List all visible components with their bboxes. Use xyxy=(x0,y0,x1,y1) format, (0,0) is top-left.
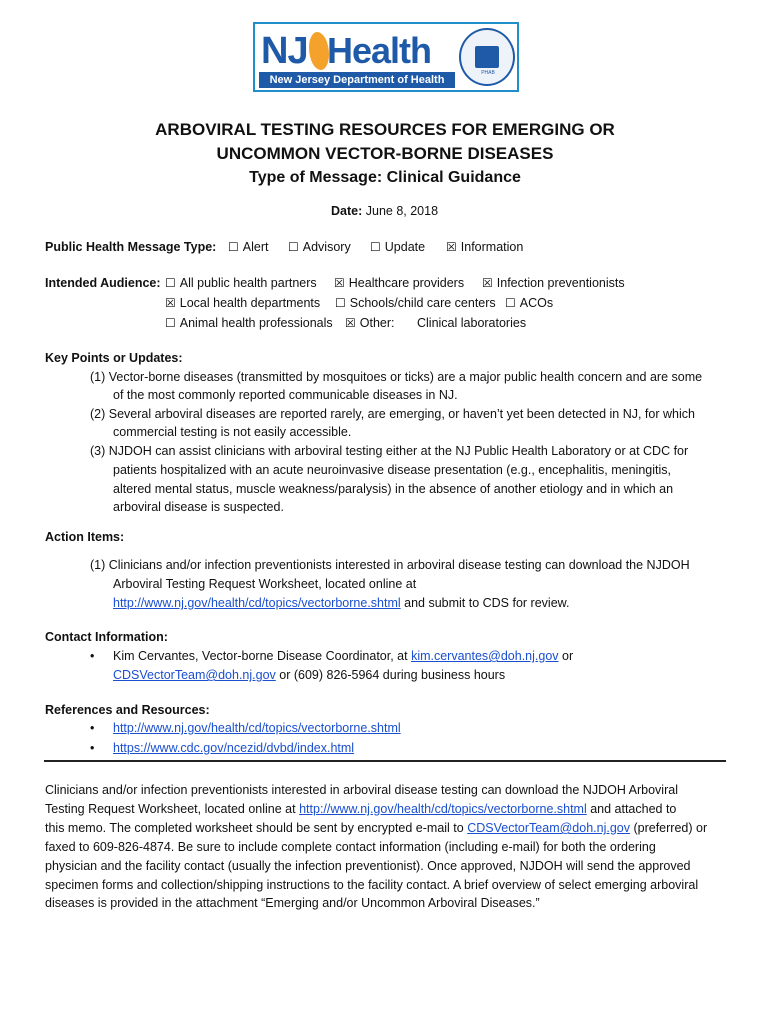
audience-option xyxy=(165,276,317,290)
option-label: Other: xyxy=(359,316,395,330)
contact-or: or xyxy=(558,649,574,663)
nj-state-shape-icon xyxy=(309,32,329,70)
action-items-heading: Action Items: xyxy=(45,530,125,544)
date-value: June 8, 2018 xyxy=(365,204,439,218)
email-link-cdsvectorteam[interactable]: CDSVectorTeam@doh.nj.gov xyxy=(113,668,276,682)
accreditation-seal-icon xyxy=(459,28,515,86)
audience-option xyxy=(165,316,333,330)
option-label: Advisory xyxy=(302,240,351,254)
key-point-line: altered mental status, muscle weakness/paralysis) in the absence of another etiology and in which an xyxy=(113,482,674,496)
contact-line xyxy=(113,649,573,663)
document-subtitle: Type of Message: Clinical Guidance xyxy=(249,169,521,186)
key-point-line: (3) NJDOH can assist clinicians with arboviral testing either at the NJ Public Health Laboratory or at CDC for xyxy=(90,444,689,458)
body-line: faxed to 609-826-4874. Be sure to include complete contact information (including e-mail) for both the ordering xyxy=(45,840,656,854)
document-title-line2: UNCOMMON VECTOR-BORNE DISEASES xyxy=(216,144,554,163)
option-label: Healthcare providers xyxy=(348,276,465,290)
checkbox-icon[interactable]: ☐ xyxy=(228,240,239,254)
checked-checkbox-icon[interactable]: ☒ xyxy=(165,296,176,310)
checked-checkbox-icon[interactable]: ☒ xyxy=(345,316,356,330)
date-line xyxy=(331,204,438,218)
message-type-option xyxy=(228,240,268,254)
option-label: Local health departments xyxy=(179,296,321,310)
logo-nj-text: NJ xyxy=(261,30,308,72)
body-text: this memo. The completed worksheet should be sent by encrypted e-mail to xyxy=(45,821,468,835)
key-point-line: arboviral disease is suspected. xyxy=(113,500,284,514)
option-label: All public health partners xyxy=(179,276,317,290)
option-label: Information xyxy=(460,240,524,254)
key-point-line: of the most commonly reported communicable diseases in NJ. xyxy=(113,388,458,402)
seal-caption: PHAB xyxy=(481,70,495,76)
message-type-option xyxy=(288,240,351,254)
document-title-line1: ARBOVIRAL TESTING RESOURCES FOR EMERGING OR xyxy=(155,120,615,139)
email-link-kim[interactable]: kim.cervantes@doh.nj.gov xyxy=(411,649,559,663)
checked-checkbox-icon[interactable]: ☒ xyxy=(482,276,493,290)
bullet-icon: • xyxy=(90,741,95,755)
audience-option xyxy=(335,296,496,310)
audience-option xyxy=(165,296,320,310)
body-vectorborne-link[interactable]: http://www.nj.gov/health/cd/topics/vectorborne.shtml xyxy=(299,802,587,816)
option-label: ACOs xyxy=(519,296,554,310)
action-item-line: (1) Clinicians and/or infection preventionists interested in arboviral disease testing can download the NJDOH xyxy=(90,558,690,572)
checkbox-icon[interactable]: ☐ xyxy=(505,296,516,310)
audience-option xyxy=(505,296,553,310)
option-label: Animal health professionals xyxy=(179,316,333,330)
audience-option xyxy=(345,316,395,330)
action-item-tail: and submit to CDS for review. xyxy=(400,596,570,610)
body-text: (preferred) or xyxy=(630,821,708,835)
bullet-icon: • xyxy=(90,721,95,735)
nj-health-logo xyxy=(253,22,519,92)
message-type-option xyxy=(446,240,523,254)
option-label: Update xyxy=(384,240,426,254)
logo-health-text: Health xyxy=(327,30,432,71)
checked-checkbox-icon[interactable]: ☒ xyxy=(334,276,345,290)
key-point-line: (1) Vector-borne diseases (transmitted by mosquitoes or ticks) are a major public health concern and are some xyxy=(90,370,703,384)
reference-link-nj[interactable]: http://www.nj.gov/health/cd/topics/vectorborne.shtml xyxy=(113,721,401,735)
section-divider xyxy=(44,760,726,762)
checkbox-icon[interactable]: ☐ xyxy=(165,276,176,290)
audience-option xyxy=(482,276,625,290)
bullet-icon: • xyxy=(90,649,95,663)
audience-option xyxy=(334,276,464,290)
checkbox-icon[interactable]: ☐ xyxy=(165,316,176,330)
action-item-line: Arboviral Testing Request Worksheet, located online at xyxy=(113,577,417,591)
message-type-option xyxy=(370,240,425,254)
body-line xyxy=(45,802,676,816)
option-label: Alert xyxy=(242,240,269,254)
reference-link-cdc[interactable]: https://www.cdc.gov/ncezid/dvbd/index.html xyxy=(113,741,355,755)
option-label: Schools/child care centers xyxy=(349,296,496,310)
seal-building-icon xyxy=(475,46,499,68)
checkbox-icon[interactable]: ☐ xyxy=(288,240,299,254)
key-point-line: commercial testing is not easily accessible. xyxy=(113,425,352,439)
body-line: diseases is provided in the attachment “Emerging and/or Uncommon Arboviral Diseases.” xyxy=(45,896,540,910)
contact-phone-text: or (609) 826-5964 during business hours xyxy=(275,668,506,682)
key-point-line: patients hospitalized with an acute neuroinvasive disease presentation (e.g., encephalitis, meningitis, xyxy=(113,463,671,477)
body-email-link[interactable]: CDSVectorTeam@doh.nj.gov xyxy=(467,821,630,835)
body-text: and attached to xyxy=(586,802,677,816)
message-type-label: Public Health Message Type: xyxy=(45,240,217,254)
checked-checkbox-icon[interactable]: ☒ xyxy=(446,240,457,254)
references-heading: References and Resources: xyxy=(45,703,210,717)
body-line: Clinicians and/or infection preventionists interested in arboviral disease testing can download the NJDOH Arboviral xyxy=(45,783,678,797)
checkbox-icon[interactable]: ☐ xyxy=(370,240,381,254)
body-line: specimen forms and collection/shipping instructions to the facility contact. A brief overview of select emerging arboviral xyxy=(45,878,699,892)
body-text: Testing Request Worksheet, located online at xyxy=(45,802,300,816)
checkbox-icon[interactable]: ☐ xyxy=(335,296,346,310)
date-label: Date: xyxy=(331,204,363,218)
option-label: Infection preventionists xyxy=(496,276,625,290)
contact-text: Kim Cervantes, Vector-borne Disease Coordinator, at xyxy=(113,649,412,663)
audience-label: Intended Audience: xyxy=(45,276,161,290)
body-line: physician and the facility contact (usually the infection preventionist). Once approved, NJDOH will send the approved xyxy=(45,859,691,873)
key-points-heading: Key Points or Updates: xyxy=(45,351,183,365)
contact-heading: Contact Information: xyxy=(45,630,168,644)
key-point-line: (2) Several arboviral diseases are reported rarely, are emerging, or haven’t yet been detected in NJ, for which xyxy=(90,407,695,421)
logo-banner: New Jersey Department of Health xyxy=(259,72,455,88)
contact-line xyxy=(113,668,505,682)
action-item-line xyxy=(113,596,569,610)
audience-other-value: Clinical laboratories xyxy=(417,316,527,330)
vectorborne-link[interactable]: http://www.nj.gov/health/cd/topics/vectorborne.shtml xyxy=(113,596,401,610)
body-line xyxy=(45,821,707,835)
